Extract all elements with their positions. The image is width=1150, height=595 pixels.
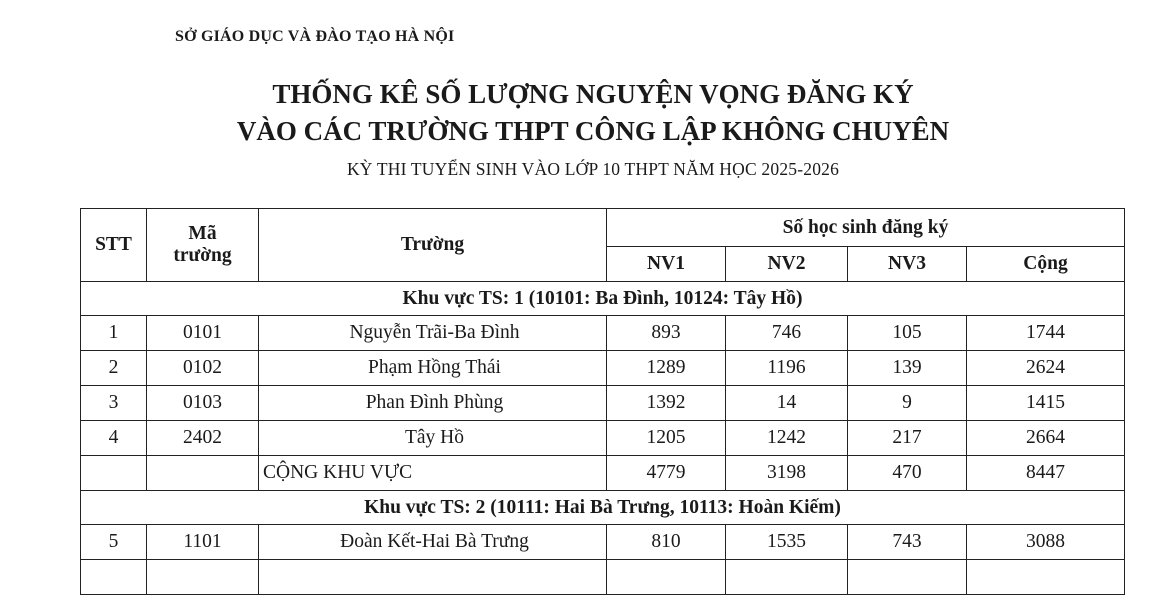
section1-title: Khu vực TS: 1 (10101: Ba Đình, 10124: Tây Hồ) bbox=[81, 282, 1125, 316]
cell-ma: 0102 bbox=[147, 351, 259, 386]
col-header-nv1: NV1 bbox=[607, 247, 726, 282]
cell-nv3: 217 bbox=[848, 421, 967, 456]
cell-ma: 1101 bbox=[147, 525, 259, 560]
cell-truong: Phan Đình Phùng bbox=[259, 386, 607, 421]
table-row-partial bbox=[81, 560, 1125, 595]
cell-truong: Nguyễn Trãi-Ba Đình bbox=[259, 316, 607, 351]
cell-stt: 1 bbox=[81, 316, 147, 351]
cell-total-nv1: 4779 bbox=[607, 456, 726, 491]
table-header-row bbox=[81, 209, 1125, 247]
cell-nv1: 1392 bbox=[607, 386, 726, 421]
cell-nv1: 893 bbox=[607, 316, 726, 351]
col-header-cong: Cộng bbox=[967, 247, 1125, 282]
cell-ma: 2402 bbox=[147, 421, 259, 456]
table-row bbox=[81, 525, 1125, 560]
cell-truong: Phạm Hồng Thái bbox=[259, 351, 607, 386]
table-row bbox=[81, 421, 1125, 456]
document-subtitle: KỲ THI TUYỂN SINH VÀO LỚP 10 THPT NĂM HỌC 2025-2026 bbox=[346, 159, 840, 179]
col-header-truong: Trường bbox=[259, 209, 607, 282]
col-header-ma-truong bbox=[147, 209, 259, 282]
cell-nv2: 1535 bbox=[726, 525, 848, 560]
cell-nv3: 9 bbox=[848, 386, 967, 421]
cell-stt-empty bbox=[81, 456, 147, 491]
cell-total-cong: 8447 bbox=[967, 456, 1125, 491]
cell-total-nv3: 470 bbox=[848, 456, 967, 491]
table-row bbox=[81, 316, 1125, 351]
cell-nv3: 139 bbox=[848, 351, 967, 386]
cell-empty bbox=[147, 560, 259, 595]
table-row bbox=[81, 351, 1125, 386]
cell-nv2: 1196 bbox=[726, 351, 848, 386]
cell-ma: 0101 bbox=[147, 316, 259, 351]
cell-stt: 5 bbox=[81, 525, 147, 560]
cell-empty bbox=[848, 560, 967, 595]
cell-nv1: 810 bbox=[607, 525, 726, 560]
cell-empty bbox=[967, 560, 1125, 595]
cell-stt: 3 bbox=[81, 386, 147, 421]
cell-nv1: 1289 bbox=[607, 351, 726, 386]
cell-truong: Tây Hồ bbox=[259, 421, 607, 456]
section-header-row bbox=[81, 491, 1125, 525]
cell-empty bbox=[607, 560, 726, 595]
col-header-group: Số học sinh đăng ký bbox=[607, 209, 1125, 247]
table-row bbox=[81, 386, 1125, 421]
cell-nv3: 105 bbox=[848, 316, 967, 351]
cell-ma-empty bbox=[147, 456, 259, 491]
cell-truong: Đoàn Kết-Hai Bà Trưng bbox=[259, 525, 607, 560]
cell-nv1: 1205 bbox=[607, 421, 726, 456]
cell-cong: 2664 bbox=[967, 421, 1125, 456]
col-header-stt: STT bbox=[81, 209, 147, 282]
cell-nv2: 746 bbox=[726, 316, 848, 351]
registration-stats-table bbox=[80, 208, 1125, 595]
cell-cong: 2624 bbox=[967, 351, 1125, 386]
issuing-organization: SỞ GIÁO DỤC VÀ ĐÀO TẠO HÀ NỘI bbox=[175, 28, 455, 45]
document-title-line1: THỐNG KÊ SỐ LƯỢNG NGUYỆN VỌNG ĐĂNG KÝ bbox=[272, 79, 914, 109]
cell-cong: 3088 bbox=[967, 525, 1125, 560]
cell-total-label: CỘNG KHU VỰC bbox=[259, 456, 607, 491]
col-header-nv2: NV2 bbox=[726, 247, 848, 282]
cell-empty bbox=[81, 560, 147, 595]
cell-nv2: 14 bbox=[726, 386, 848, 421]
cell-stt: 4 bbox=[81, 421, 147, 456]
cell-empty bbox=[259, 560, 607, 595]
col-header-nv3: NV3 bbox=[848, 247, 967, 282]
col-header-ma-line2: trường bbox=[173, 245, 232, 266]
cell-empty bbox=[726, 560, 848, 595]
cell-cong: 1744 bbox=[967, 316, 1125, 351]
section2-title: Khu vực TS: 2 (10111: Hai Bà Trưng, 10113: Hoàn Kiếm) bbox=[81, 491, 1125, 525]
cell-cong: 1415 bbox=[967, 386, 1125, 421]
cell-total-nv2: 3198 bbox=[726, 456, 848, 491]
document-title-line2: VÀO CÁC TRƯỜNG THPT CÔNG LẬP KHÔNG CHUYÊN bbox=[236, 116, 950, 146]
cell-stt: 2 bbox=[81, 351, 147, 386]
section-header-row bbox=[81, 282, 1125, 316]
section-total-row bbox=[81, 456, 1125, 491]
cell-ma: 0103 bbox=[147, 386, 259, 421]
cell-nv2: 1242 bbox=[726, 421, 848, 456]
col-header-ma-line1: Mã bbox=[188, 223, 217, 244]
cell-nv3: 743 bbox=[848, 525, 967, 560]
